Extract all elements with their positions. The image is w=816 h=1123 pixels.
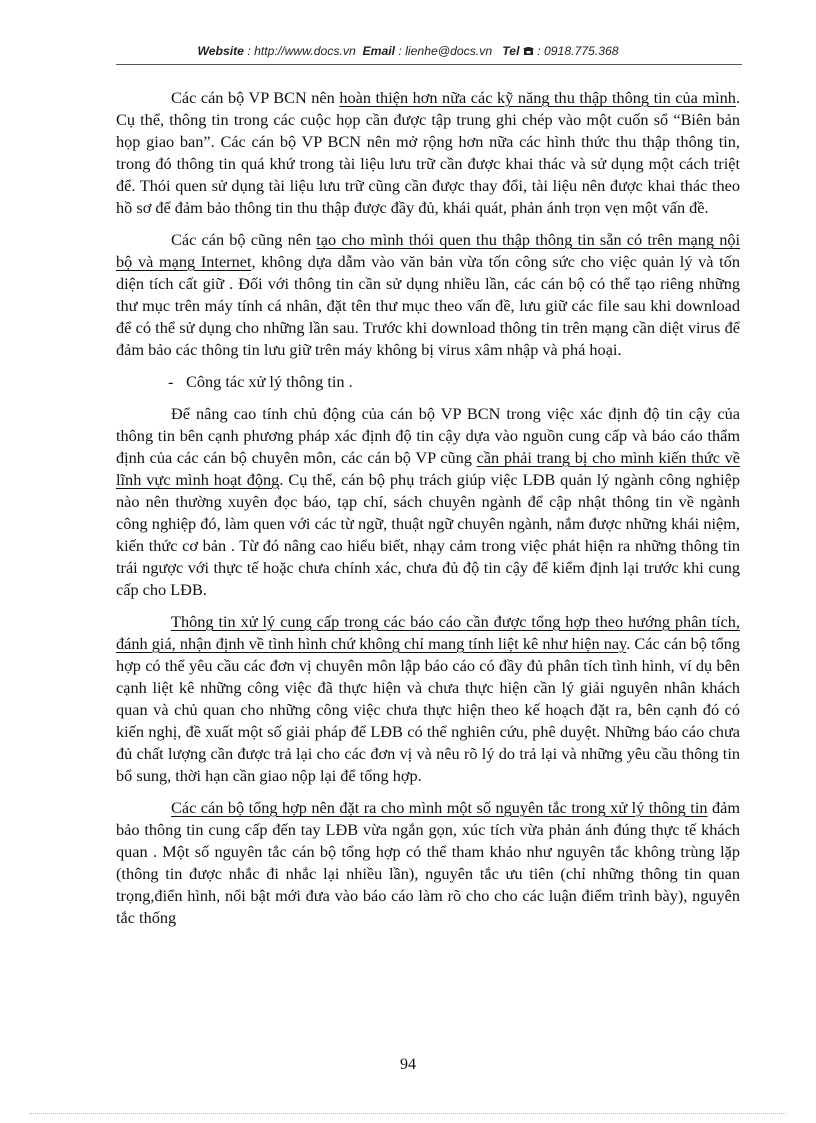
paragraph (116, 229, 740, 361)
paragraph-text: . Cụ thể, cán bộ phụ trách giúp việc LĐB quản lý ngành công nghiệp nào nên thường xuyên đọc báo, tạp chí, sách chuyên ngành để cập nhật thông tin về ngành công nghiệp đó, làm quen với các từ ngữ, thuật ngữ chuyên ngành, nắm được những khái niệm, kiến thức cơ bản . Từ đó nâng cao hiểu biết, nhạy cảm trong việc phát hiện ra những thông tin trái ngược với thực tế hoặc chưa chính xác, chưa đủ độ tin cậy để kiểm định lại trước khi cung cấp cho LĐB. (116, 470, 740, 599)
paragraph-text: Các cán bộ cũng nên (171, 230, 317, 249)
page-number: 94 (400, 1056, 416, 1073)
paragraph (116, 611, 740, 787)
footer-divider (30, 1113, 786, 1114)
tel-label: Tel (502, 44, 520, 58)
paragraph-text: Các cán bộ VP BCN nên (171, 88, 340, 107)
bullet-item (116, 371, 740, 393)
paragraph (116, 87, 740, 219)
email-label: Email (362, 44, 396, 58)
underlined-text: cần phải trang bị cho mình kiến thức về lĩnh vực mình hoạt động (116, 448, 740, 489)
underlined-text: Các cán bộ tổng hợp nên đặt ra cho mình một số nguyên tắc trong xử lý thông tin (171, 798, 708, 817)
paragraph-text: . Các cán bộ tổng hợp có thể yêu cầu các đơn vị chuyên môn lập báo cáo có đầy đủ phân tích tình hình, ví dụ bên cạnh liệt kê những công việc đã thực hiện và chưa thực hiện cần lý giải nguyên nhân khách quan và chủ quan cho những công việc chưa thực hiện theo kế hoạch đặt ra, bên cạnh đó có kiến nghị, đề xuất một số giải pháp để LĐB có thể nghiên cứu, phê duyệt. Những báo cáo chưa đủ chất lượng cần được trả lại cho các đơn vị và nêu rõ lý do trả lại và những yêu cầu thông tin bổ sung, thời hạn cần giao nộp lại để tổng hợp. (116, 634, 740, 785)
document-body (116, 87, 740, 939)
header-separator: : (243, 44, 255, 58)
page-header (0, 44, 816, 58)
paragraph (116, 403, 740, 601)
paragraph (116, 797, 740, 929)
underlined-text: tạo cho mình thói quen thu thập thông tin sẵn có trên mạng nội bộ và mạng Internet (116, 230, 740, 271)
paragraph-text: . Cụ thể, thông tin trong các cuộc họp cần được tập trung ghi chép vào một cuốn sổ “Biên bản họp giao ban”. Các cán bộ VP BCN nên mở rộng hơn nữa các hình thức thu thập thông tin, trong đó thông tin quá khứ trong tài liệu lưu trữ cần được khai thác và sử dụng một cách triệt để. Thói quen sử dụng tài liệu lưu trữ cũng cần được thay đổi, tài liệu nên được khai thác theo hồ sơ để đảm bảo thông tin thu thập được đầy đủ, khái quát, phản ánh trọn vẹn một vấn đề. (116, 88, 740, 217)
header-separator: : (395, 44, 406, 58)
phone-icon (523, 46, 534, 56)
tel-value: : 0918.775.368 (533, 44, 619, 58)
underlined-text: hoàn thiện hơn nữa các kỹ năng thu thập thông tin của mình (339, 88, 736, 107)
underlined-text: Thông tin xử lý cung cấp trong các báo cáo cần được tổng hợp theo hướng phân tích, đánh giá, nhận định về tình hình chứ không chỉ mang tính liệt kê như hiện nay (116, 612, 740, 653)
header-divider (116, 64, 742, 65)
website-link[interactable]: http://www.docs.vn (254, 44, 356, 58)
email-link[interactable]: lienhe@docs.vn (405, 44, 493, 58)
paragraph-text: đảm bảo thông tin cung cấp đến tay LĐB vừa ngắn gọn, xúc tích vừa phản ánh đúng thực tế khách quan . Một số nguyên tắc cán bộ tổng hợp có thể tham khảo như nguyên tắc không trùng lặp (thông tin được nhắc đi nhắc lại nhiều lần), nguyên tắc ưu tiên (chỉ những thông tin quan trọng,điển hình, nổi bật mới đưa vào báo cáo làm rõ cho cho các luận điểm trình bày), nguyên tắc thống (116, 798, 741, 927)
website-label: Website (197, 44, 244, 58)
bullet-text: Công tác xử lý thông tin . (186, 372, 353, 391)
paragraph-text: , không dựa dẫm vào văn bản vừa tốn công sức cho việc quản lý và tốn diện tích cất giữ . Đối với thông tin cần sử dụng nhiều lần, các cán bộ có thể tạo riêng những thư mục trên máy tính cá nhân, đặt tên thư mục theo vấn đề, lưu giữ các file sau khi download để có thể sử dụng cho những lần sau. Trước khi download thông tin trên mạng cần diệt virus để đảm bảo các thông tin lưu giữ trên máy không bị virus xâm nhập và phá hoại. (116, 252, 740, 359)
bullet-dash: - (168, 372, 174, 391)
paragraph-text: Để nâng cao tính chủ động của cán bộ VP BCN trong việc xác định độ tin cậy của thông tin bên cạnh phương pháp xác định độ tin cậy dựa vào nguồn cung cấp và báo cáo thẩm định của các cán bộ chuyên môn, các cán bộ VP cũng (116, 404, 740, 467)
